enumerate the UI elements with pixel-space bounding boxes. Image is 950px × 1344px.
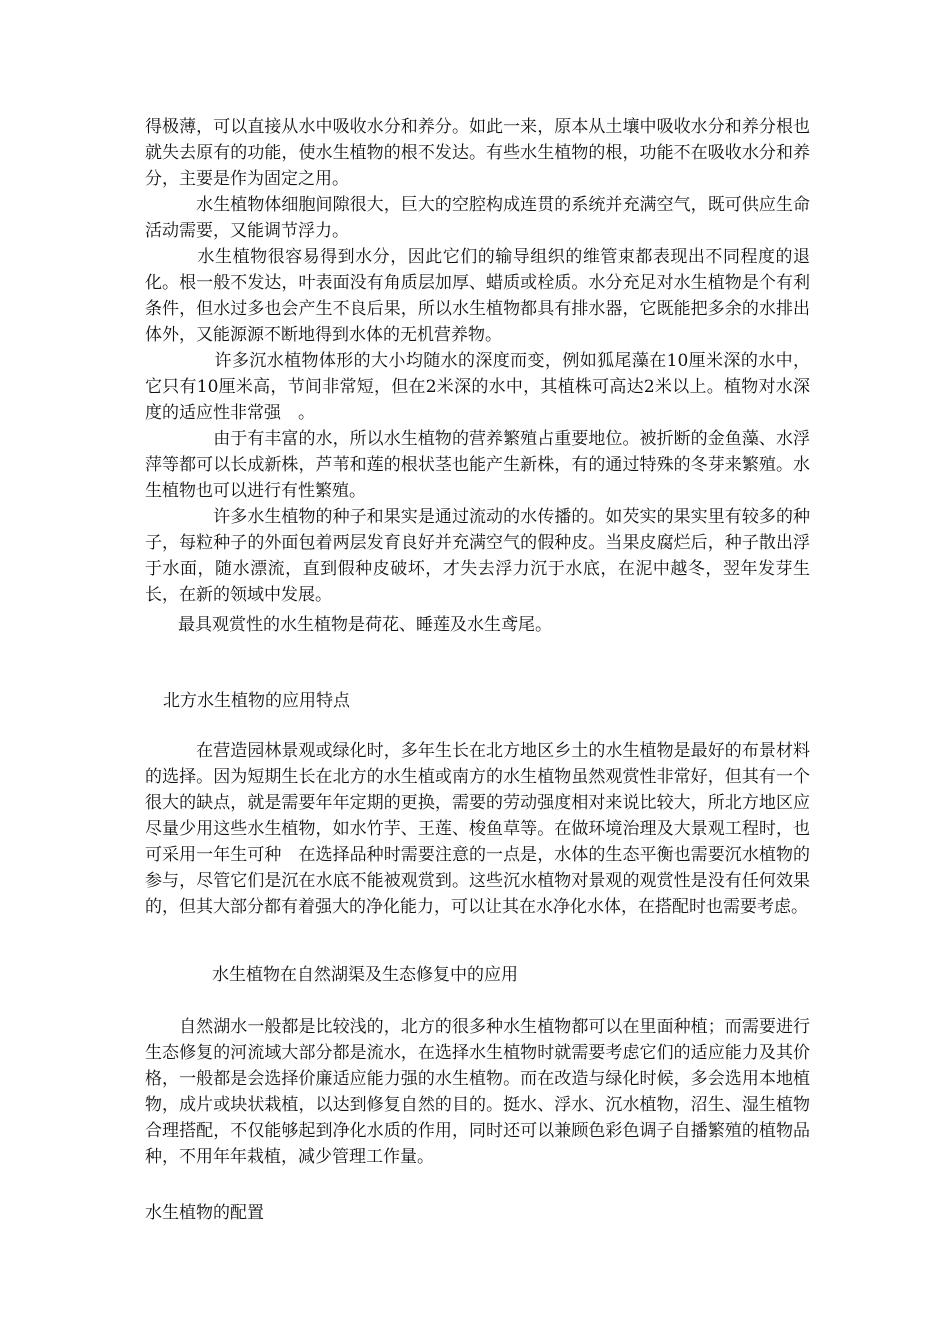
section-title-northern-application: 北方水生植物的应用特点 [163,691,350,711]
section-title-lake-restoration: 水生植物在自然湖渠及生态修复中的应用 [212,965,518,985]
section-body-northern-application: 在营造园林景观或绿化时，多年生长在北方地区乡土的水生植物是最好的布景材料的选择。因为短期生长在北方的水生植或南方的水生植物虽然观赏性非常好，但其有一个很大的缺点，就是需要年年定期的更换，需要的劳动强度相对来说比较大，所北方地区应尽量少用这些水生植物，如水竹芋、王莲、梭鱼草等。在做环境治理及大景观工程时，也可采用一年生可种 在选择品种时需要注意的一点是，水体的生态平衡也需要沉水植物的参与，尽管它们是沉在水底不能被观赏到。这些沉水植物对景观的观赏性是没有任何效果的，但其大部分都有着强大的净化能力，可以让其在水净化水体，在搭配时也需要考虑。 [145,741,810,917]
section-body-lake-restoration: 自然湖水一般都是比较浅的，北方的很多种水生植物都可以在里面种植；而需要进行生态修复的河流域大部分都是流水，在选择水生植物时就需要考虑它们的适应能力及其价格，一般都是会选择价廉适应能力强的水生植物。而在改造与绿化时候，多会选用本地植物，成片或块状栽植，以达到修复自然的目的。挺水、浮水、沉水植物，沼生、湿生植物合理搭配，不仅能够起到净化水质的作用，同时还可以兼顾色彩色调子自播繁殖的植物品种，不用年年栽植，减少管理工作量。 [145,1017,810,1167]
paragraph-root-function: 得极薄，可以直接从水中吸收水分和养分。如此一来，原本从土壤中吸收水分和养分根也就失去原有的功能，使水生植物的根不发达。有些水生植物的根，功能不在吸收水分和养分，主要是作为固定之用。 [145,117,810,189]
paragraph-vascular-degeneration: 水生植物很容易得到水分，因此它们的输导组织的维管束都表现出不同程度的退化。根一般不发达，叶表面没有角质层加厚、蜡质或栓质。水分充足对水生植物是个有利条件，但水过多也会产生不良后果，所以水生植物都具有排水器，它既能把多余的水排出体外，又能源源不断地得到水体的无机营养物。 [145,247,810,345]
ornamental-note: 最具观赏性的水生植物是荷花、睡莲及水生鸢尾。 [178,615,552,635]
paragraph-depth-adaptation: 许多沉水植物体形的大小均随水的深度而变，例如狐尾藻在10厘米深的水中，它只有10厘米高，节间非常短，但在2米深的水中，其植株可高达2米以上。植物对水深度的适应性非常强 。 [145,351,810,423]
paragraph-vegetative-reproduction: 由于有丰富的水，所以水生植物的营养繁殖占重要地位。被折断的金鱼藻、水浮萍等都可以长成新株，芦苇和莲的根状茎也能产生新株，有的通过特殊的冬芽来繁殖。水生植物也可以进行有性繁殖。 [145,429,810,501]
section-title-configuration: 水生植物的配置 [145,1203,264,1223]
paragraph-air-cavity: 水生植物体细胞间隙很大，巨大的空腔构成连贯的系统并充满空气，既可供应生命活动需要，又能调节浮力。 [145,195,810,241]
paragraph-seed-dispersal: 许多水生植物的种子和果实是通过流动的水传播的。如芡实的果实里有较多的种子，每粒种子的外面包着两层发育良好并充满空气的假种皮。当果皮腐烂后，种子散出浮于水面，随水漂流，直到假种皮破坏，才失去浮力沉于水底，在泥中越冬，翌年发芽生长，在新的领域中发展。 [145,507,810,605]
